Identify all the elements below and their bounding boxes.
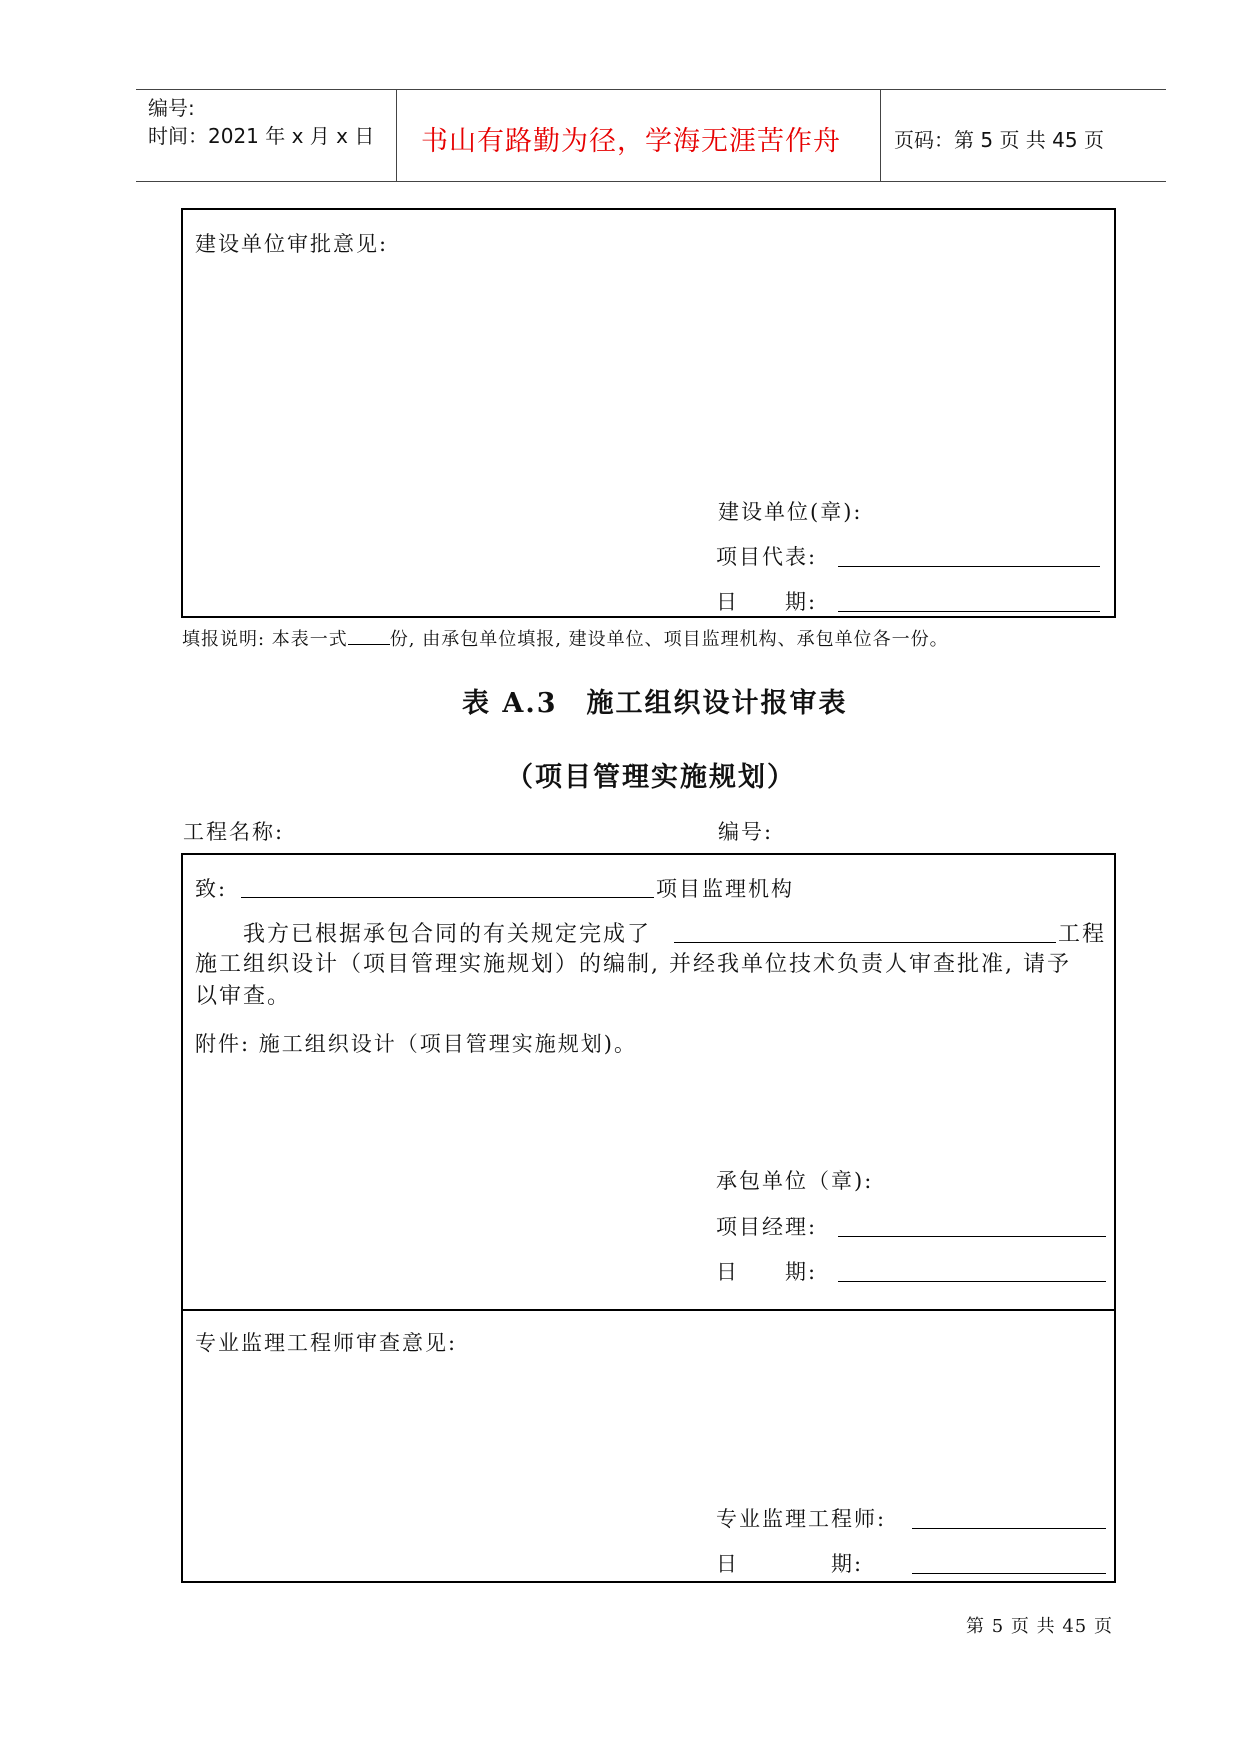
approval-date-label: 日 期:: [716, 590, 818, 614]
review-title: 专业监理工程师审查意见:: [195, 1331, 458, 1355]
body-line2: 施工组织设计（项目管理实施规划）的编制, 并经我单位技术负责人审查批准, 请予: [195, 952, 1071, 977]
header-divider-left: [396, 89, 397, 182]
manager-blank[interactable]: [838, 1236, 1106, 1237]
header-top-rule: [136, 89, 1166, 90]
contractor-seal-label: 承包单位（章):: [716, 1169, 874, 1193]
review-date-label: 日 期:: [716, 1552, 864, 1576]
body-line1-suffix: 工程: [1058, 922, 1107, 947]
submission-date-blank[interactable]: [838, 1281, 1106, 1282]
serial-no-label: 编号:: [718, 820, 774, 844]
approval-rep-label: 项目代表:: [716, 545, 818, 569]
fill-note-suffix: 份, 由承包单位填报, 建设单位、项目监理机构、承包单位各一份。: [389, 629, 949, 650]
engineer-label: 专业监理工程师:: [716, 1507, 887, 1531]
project-name-label: 工程名称:: [183, 820, 285, 844]
attachment-line: 附件: 施工组织设计（项目管理实施规划)。: [195, 1032, 637, 1056]
approval-title: 建设单位审批意见:: [195, 232, 389, 256]
header-divider-right: [880, 89, 881, 182]
header-bottom-rule: [136, 181, 1166, 182]
fill-note: [182, 625, 949, 651]
form-title: 表 A.3 施工组织设计报审表: [462, 688, 848, 719]
approval-box: [181, 208, 1116, 618]
submission-date-label: 日 期:: [716, 1260, 818, 1284]
approval-seal-label: 建设单位(章):: [718, 500, 863, 524]
engineer-blank[interactable]: [912, 1528, 1106, 1529]
header-page-info: 页码：第 5 页 共 45 页: [894, 128, 1104, 152]
fill-note-prefix: 填报说明: 本表一式: [182, 629, 348, 650]
body-line3: 以审查。: [195, 984, 292, 1009]
project-blank[interactable]: [674, 942, 1056, 943]
review-date-blank[interactable]: [912, 1573, 1106, 1574]
manager-label: 项目经理:: [716, 1215, 818, 1239]
header-motto: 书山有路勤为径，学海无涯苦作舟: [421, 126, 841, 157]
header-serial-label: 编号:: [148, 96, 195, 120]
form-section-divider: [181, 1309, 1116, 1311]
to-label: 致:: [195, 877, 228, 901]
to-blank[interactable]: [241, 897, 654, 898]
to-suffix: 项目监理机构: [656, 877, 794, 901]
page-footer: 第 5 页 共 45 页: [966, 1616, 1113, 1637]
approval-rep-blank[interactable]: [838, 566, 1100, 567]
copies-blank[interactable]: [348, 628, 390, 645]
body-line1-prefix: 我方已根据承包合同的有关规定完成了: [243, 922, 652, 947]
form-subtitle: （项目管理实施规划）: [506, 762, 796, 793]
approval-date-blank[interactable]: [838, 611, 1100, 612]
header-time: 时间：2021 年 x 月 x 日: [148, 124, 375, 148]
